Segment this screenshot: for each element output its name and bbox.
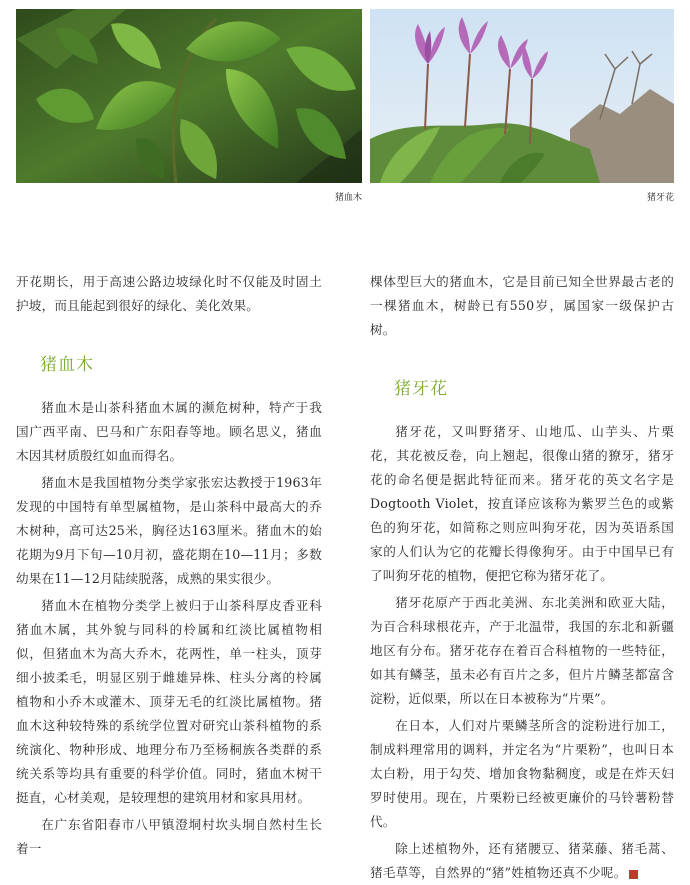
leaf-photo-image <box>16 9 362 183</box>
photo-caption-left: 猪血木 <box>334 193 362 203</box>
final-paragraph-text: 除上述植物外，还有猪腰豆、猪菜藤、猪毛蒿、猪毛草等，自然界的“猪”姓植物还真不少呢。 <box>370 841 674 880</box>
body-paragraph: 在广东省阳春市八甲镇澄垌村坎头垌自然村生长着一 <box>16 817 322 856</box>
end-mark-icon: S <box>629 870 638 879</box>
body-paragraph: 猪牙花，又叫野猪牙、山地瓜、山芋头、片栗花，其花被反卷，向上翘起，很像山猪的獠牙，猪牙花的命名便是据此特征而来。猪牙花的英文名字是Dogtooth Violet，按直译应该称为紫罗兰色的或紫色的狗牙花，如简称之则应叫狗牙花，因为英语系国家的人们认为它的花瓣长得像狗牙。由于中国早已有了叫狗牙花的植物，便把它称为猪牙花了。 <box>370 424 674 583</box>
section-heading-zhuxuemu: 猪血木 <box>40 355 94 375</box>
body-paragraph: 在日本，人们对片栗鳞茎所含的淀粉进行加工，制成料理常用的调料，并定名为“片栗粉”，也叫日本太白粉，用于勾芡、增加食物黏稠度，或是在炸天妇罗时使用。现在，片栗粉已经被更廉价的马铃薯粉替代。 <box>370 718 674 829</box>
photo-caption-right: 猪牙花 <box>646 193 674 203</box>
continued-paragraph: 棵体型巨大的猪血木，它是目前已知全世界最古老的一棵猪血木，树龄已有550岁，属国家一级保护古树。 <box>370 274 674 337</box>
body-paragraph <box>370 837 674 885</box>
leaf-photo <box>16 9 362 183</box>
flower-photo <box>370 9 674 183</box>
section-heading-zhuyahua: 猪牙花 <box>394 379 448 399</box>
body-paragraph: 猪牙花原产于西北美洲、东北美洲和欧亚大陆，为百合科球根花卉，产于北温带，我国的东北和新疆地区有分布。猪牙花存在着百合科植物的一些特征，如其有鳞茎，虽未必有百片之多，但片片鳞茎都富含淀粉，近似栗，所以在日本被称为“片栗”。 <box>370 595 674 706</box>
right-text-column <box>370 270 674 885</box>
body-paragraph: 猪血木在植物分类学上被归于山茶科厚皮香亚科猪血木属，其外貌与同科的柃属和红淡比属植物相似，但猪血木为高大乔木，花两性，单一柱头，顶芽细小披柔毛，明显区别于雌雄异株、柱头分离的柃属植物和小乔木或灌木、顶芽无毛的红淡比属植物。猪血木这种较特殊的系统学位置对研究山茶科植物的系统演化、物种形成、地理分布乃至杨桐族各类群的系统关系等均具有重要的科学价值。同时，猪血木树干挺直，心材美观，是较理想的建筑用材和家具用材。 <box>16 598 322 805</box>
continued-paragraph: 开花期长，用于高速公路边坡绿化时不仅能及时固土护坡，而且能起到很好的绿化、美化效果。 <box>16 274 322 313</box>
body-paragraph: 猪血木是我国植物分类学家张宏达教授于1963年发现的中国特有单型属植物，是山茶科中最高大的乔木树种，高可达25米，胸径达163厘米。猪血木的始花期为9月下旬—10月初，盛花期在10—11月；多数幼果在11—12月陆续脱落，成熟的果实很少。 <box>16 475 322 586</box>
flower-photo-image <box>370 9 674 183</box>
body-paragraph: 猪血木是山茶科猪血木属的濒危树种，特产于我国广西平南、巴马和广东阳春等地。顾名思义，猪血木因其材质殷红如血而得名。 <box>16 400 322 463</box>
left-text-column <box>16 270 322 861</box>
